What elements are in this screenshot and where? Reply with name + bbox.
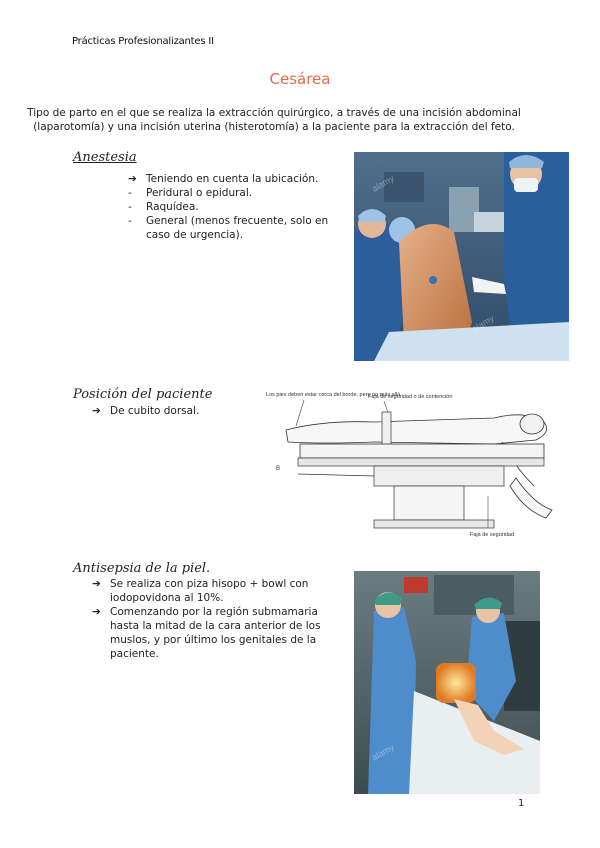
antisepsis-photo — [354, 571, 540, 794]
bullet-marker: ➔ — [128, 173, 137, 185]
watermark-text: alamy — [370, 742, 396, 763]
section-heading-posicion: Posición del paciente — [73, 387, 213, 402]
list-item-text: De cubito dorsal. — [110, 405, 200, 417]
list-anestesia — [128, 172, 346, 242]
bullet-marker: - — [128, 215, 132, 227]
diagram-label-feet: Los pies deben estar cerca del borde, pero no más allá — [266, 392, 401, 398]
list-item-text: Comenzando por la región submamaria hasta la mitad de la cara anterior de los muslos, y por último los genitales de la paciente. — [110, 606, 321, 660]
list-item — [128, 172, 346, 186]
list-item-text: Peridural o epidural. — [146, 187, 253, 199]
section-heading-antisepsia: Antisepsia de la piel. — [73, 561, 211, 576]
bullet-marker: - — [128, 187, 132, 199]
list-posicion — [92, 404, 292, 418]
list-item-text: Se realiza con piza hisopo + bowl con iodopovidona al 10%. — [110, 578, 309, 604]
list-item — [128, 214, 346, 242]
list-item — [128, 200, 346, 214]
watermark-text: alamy — [370, 173, 396, 194]
diagram-label-b: B — [276, 466, 281, 472]
list-item-text: General (menos frecuente, solo en caso de urgencia). — [146, 215, 329, 241]
intro-paragraph: Tipo de parto en el que se realiza la extracción quirúrgico, a través de una incisión abdominal (laparotomía) y una incisión uterina (histerotomía) a la paciente para la extracción del feto. — [27, 107, 521, 133]
page-title: Cesárea — [269, 70, 331, 88]
list-item-text: Raquídea. — [146, 201, 199, 213]
anesthesia-photo — [354, 152, 569, 361]
bullet-marker: ➔ — [92, 578, 101, 590]
page-number: 1 — [518, 798, 525, 809]
bullet-marker: - — [128, 201, 132, 213]
watermark-text: alamy — [470, 313, 496, 334]
list-item — [92, 404, 292, 418]
list-item — [92, 605, 348, 661]
page-header: Prácticas Profesionalizantes II — [72, 36, 214, 47]
diagram-label-strap-2: Faja de seguridad — [470, 532, 515, 538]
diagram-label-strap: Faja de seguridad o de contención — [368, 394, 453, 400]
bullet-marker: ➔ — [92, 405, 101, 417]
bullet-marker: ➔ — [92, 606, 101, 618]
list-item-text: Teniendo en cuenta la ubicación. — [146, 173, 319, 185]
patient-position-diagram — [264, 386, 570, 546]
section-heading-anestesia: Anestesia — [73, 150, 137, 165]
list-item — [92, 577, 348, 605]
list-antisepsia — [92, 577, 348, 661]
list-item — [128, 186, 346, 200]
